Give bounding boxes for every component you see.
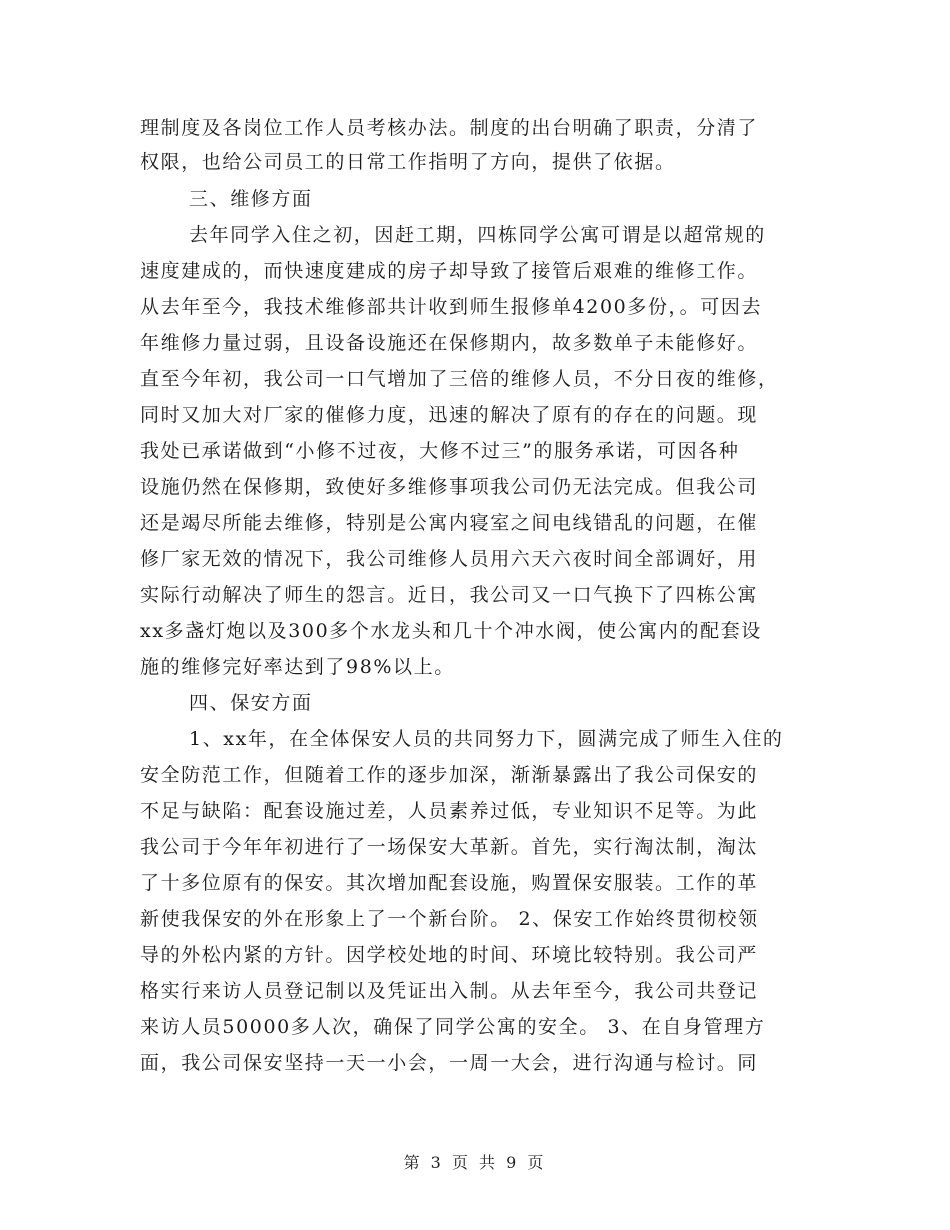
text-line: 安全防范工作，但随着工作的逐步加深，渐渐暴露出了我公司保安的 (140, 764, 759, 786)
text-line: 直至今年初，我公司一口气增加了三倍的维修人员，不分日夜的维修， (140, 368, 779, 390)
text-line: 修厂家无效的情况下，我公司维修人员用六天六夜时间全部调好，用 (140, 548, 759, 570)
text-line: 施的维修完好率达到了98%以上。 (140, 656, 455, 678)
text-line: 从去年至今，我技术维修部共计收到师生报修单4200多份，。可因去 (140, 296, 763, 318)
text-line: 格实行来访人员登记制以及凭证出入制。从去年至今，我公司共登记 (140, 980, 759, 1002)
section-heading: 三、维修方面 (189, 188, 313, 210)
text-line: 面，我公司保安坚持一天一小会，一周一大会，进行沟通与检讨。同 (140, 1052, 759, 1074)
page-number-footer: 第 3 页 共 9 页 (403, 1153, 547, 1172)
text-line: 了十多位原有的保安。其次增加配套设施，购置保安服装。工作的革 (140, 872, 759, 894)
text-line: 导的外松内紧的方针。因学校处地的时间、环境比较特别。我公司严 (140, 944, 759, 966)
text-line: 实际行动解决了师生的怨言。近日，我公司又一口气换下了四栋公寓 (140, 584, 759, 606)
text-line: 来访人员50000多人次，确保了同学公寓的安全。 3、在自身管理方 (140, 1016, 766, 1038)
text-line: 我处已承诺做到“小修不过夜，大修不过三”的服务承诺，可因各种 (140, 440, 740, 462)
text-line: 速度建成的，而快速度建成的房子却导致了接管后艰难的维修工作。 (140, 260, 759, 282)
text-line: 同时又加大对厂家的催修力度，迅速的解决了原有的存在的问题。现 (140, 404, 759, 426)
text-line: 新使我保安的外在形象上了一个新台阶。 2、保安工作始终贯彻校领 (140, 908, 759, 930)
text-line: 去年同学入住之初，因赶工期，四栋同学公寓可谓是以超常规的 (189, 224, 766, 246)
text-line: 我公司于今年年初进行了一场保安大革新。首先，实行淘汰制，淘汰 (140, 836, 759, 858)
text-line: 1、xx年，在全体保安人员的共同努力下，圆满完成了师生入住的 (189, 728, 784, 750)
text-line: 权限，也给公司员工的日常工作指明了方向，提供了依据。 (140, 151, 676, 173)
text-line: 还是竭尽所能去维修，特别是公寓内寝室之间电线错乱的问题，在催 (140, 512, 759, 534)
section-heading: 四、保安方面 (189, 692, 313, 714)
text-line: xx多盏灯炮以及300多个水龙头和几十个冲水阀，使公寓内的配套设 (140, 620, 762, 642)
text-line: 设施仍然在保修期，致使好多维修事项我公司仍无法完成。但我公司 (140, 476, 759, 498)
text-line: 年维修力量过弱，且设备设施还在保修期内，故多数单子未能修好。 (140, 332, 759, 354)
text-line: 理制度及各岗位工作人员考核办法。制度的出台明确了职责，分清了 (140, 117, 759, 139)
text-line: 不足与缺陷：配套设施过差，人员素养过低，专业知识不足等。为此 (140, 800, 759, 822)
